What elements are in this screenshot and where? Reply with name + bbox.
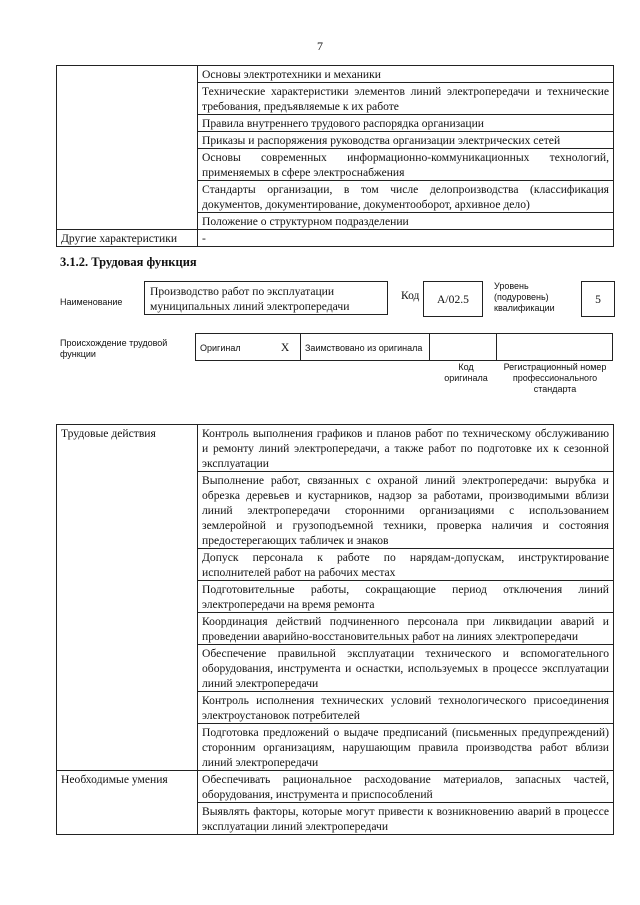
table-cell: Приказы и распоряжения руководства организации электрических сетей bbox=[198, 132, 614, 149]
origin-label: Происхождение трудовой функции bbox=[60, 338, 168, 359]
table-row bbox=[57, 230, 614, 247]
table-cell: Стандарты организации, в том числе делопроизводства (классификация документов, документирование, документооборот, архивное дело) bbox=[198, 181, 614, 213]
table-cell: Контроль выполнения графиков и планов работ по техническому обслуживанию и ремонту линий электропередачи, а также работ по подготовке их к сезонной эксплуатации bbox=[198, 425, 614, 472]
table-row-label bbox=[57, 66, 198, 230]
table-cell: Положение о структурном подразделении bbox=[198, 213, 614, 230]
table-cell: Технические характеристики элементов линий электропередачи и технические требования, предъявляемые к их работе bbox=[198, 83, 614, 115]
table-cell: Правила внутреннего трудового распорядка организации bbox=[198, 115, 614, 132]
function-code-box: A/02.5 bbox=[423, 281, 483, 317]
original-label: Оригинал bbox=[200, 342, 241, 353]
borrowed-label: Заимствовано из оригинала bbox=[305, 342, 423, 353]
required-skills-label: Необходимые умения bbox=[57, 771, 198, 835]
qualification-level-box: 5 bbox=[581, 281, 615, 317]
table-cell: Координация действий подчиненного персонала при ликвидации аварий и проведении аварийно-восстановительных работ на линиях электропередачи bbox=[198, 613, 614, 645]
labor-actions-label: Трудовые действия bbox=[57, 425, 198, 771]
registration-number-cell bbox=[497, 334, 613, 361]
original-mark: X bbox=[270, 334, 301, 361]
table-row bbox=[57, 66, 614, 83]
table-cell: Основы электротехники и механики bbox=[198, 66, 614, 83]
table-cell: Выполнение работ, связанных с охраной линий электропередачи: вырубка и обрезка деревьев и кустарников, надзор за работами, производимыми вблизи линий электропередачи сторонними организациями с использованием землеройной и грузоподъемной техники, проверка наличия и состояния предостерегающих табличек и знаков bbox=[198, 472, 614, 549]
other-characteristics-label: Другие характеристики bbox=[57, 230, 198, 247]
origin-table bbox=[195, 333, 613, 361]
knowledge-table bbox=[56, 65, 614, 247]
table-cell: Подготовка предложений о выдаче предписаний (письменных предупреждений) сторонним организациям, нарушающим правила производства работ вблизи линий электропередачи bbox=[198, 724, 614, 771]
other-characteristics-value: - bbox=[198, 230, 614, 247]
qualification-level-label: Уровень (подуровень) квалификации bbox=[494, 281, 555, 313]
table-cell: Обеспечивать рациональное расходование материалов, запасных частей, оборудования, инструмента и приспособлений bbox=[198, 771, 614, 803]
original-code-caption: Код оригинала bbox=[444, 362, 488, 383]
labor-function-table bbox=[56, 424, 614, 835]
section-title: 3.1.2. Трудовая функция bbox=[60, 255, 197, 269]
table-cell: Основы современных информационно-коммуникационных технологий, применяемых в сфере электроснабжения bbox=[198, 149, 614, 181]
table-row bbox=[57, 771, 614, 803]
function-name-box: Производство работ по эксплуатации муниципальных линий электропередачи bbox=[144, 281, 388, 315]
name-label: Наименование bbox=[60, 297, 123, 307]
table-cell: Выявлять факторы, которые могут привести к возникновению аварий в процессе эксплуатации линий электропередачи bbox=[198, 803, 614, 835]
table-cell: Контроль исполнения технических условий технологического присоединения электроустановок потребителей bbox=[198, 692, 614, 724]
table-row bbox=[57, 425, 614, 472]
table-cell: Обеспечение правильной эксплуатации технического и вспомогательного оборудования, инструмента и оснастки, используемых в процессе эксплуатации линий электропередачи bbox=[198, 645, 614, 692]
page-number: 7 bbox=[317, 39, 323, 53]
original-code-cell bbox=[430, 334, 497, 361]
registration-number-caption: Регистрационный номер профессионального стандарта bbox=[503, 362, 607, 394]
table-cell: Подготовительные работы, сокращающие период отключения линий электропередачи на время ремонта bbox=[198, 581, 614, 613]
table-cell: Допуск персонала к работе по нарядам-допускам, инструктирование исполнителей работ на рабочих местах bbox=[198, 549, 614, 581]
code-label: Код bbox=[401, 290, 420, 302]
